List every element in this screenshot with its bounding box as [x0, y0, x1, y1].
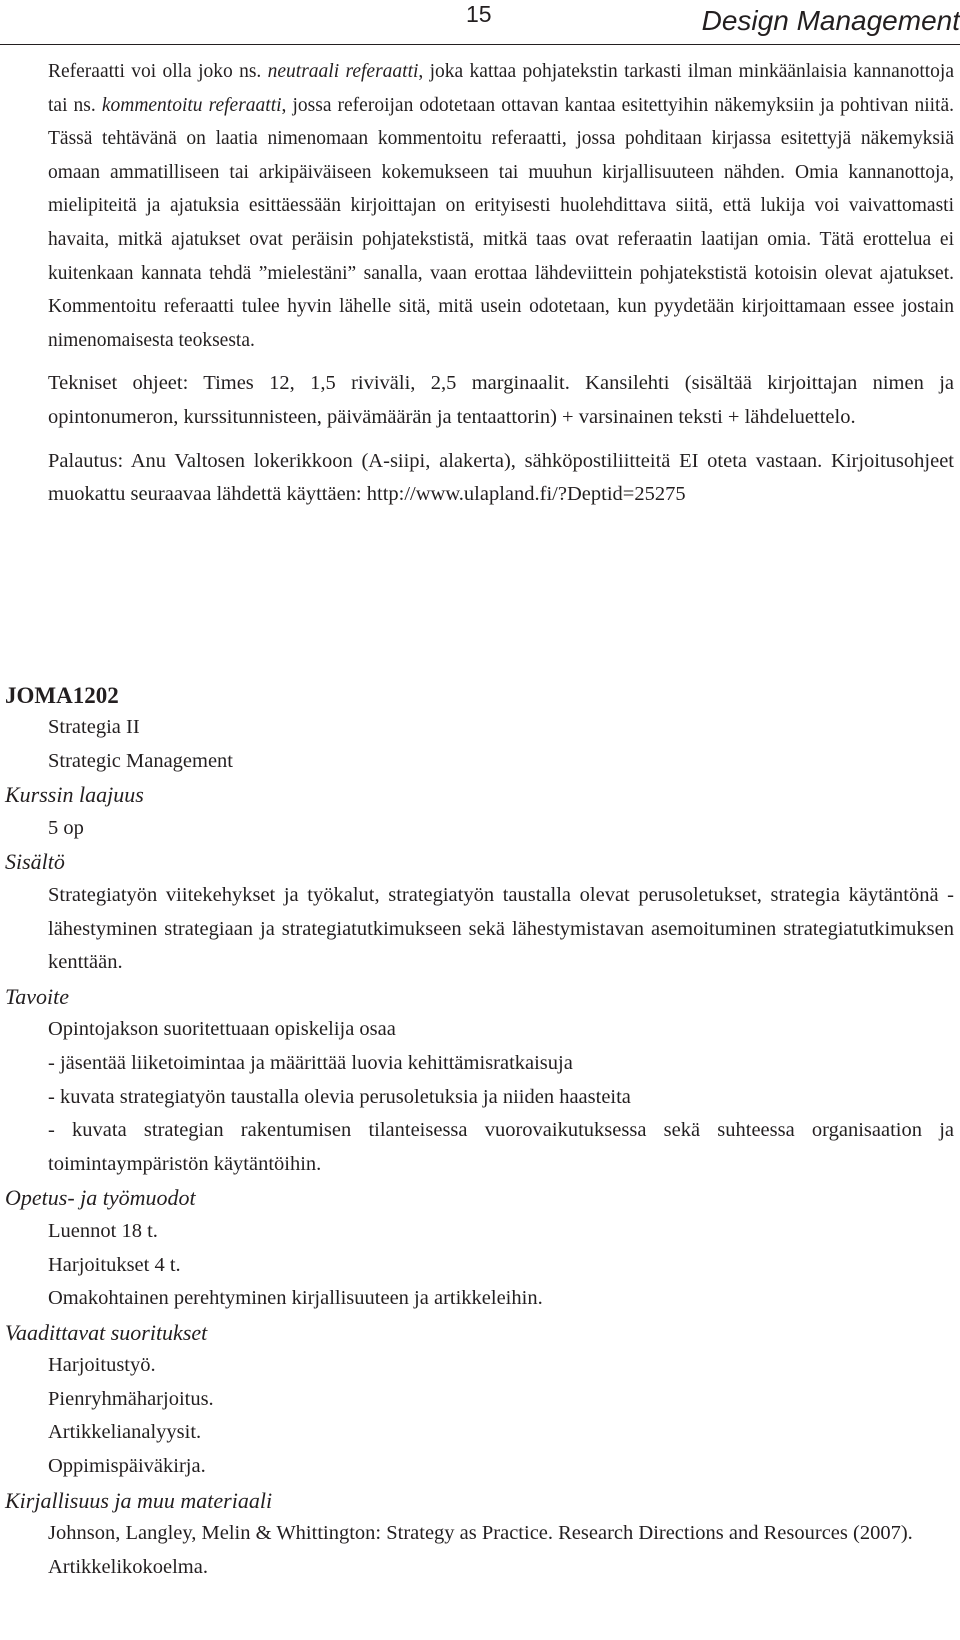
course-section [0, 711, 960, 1584]
literature-item: Johnson, Langley, Melin & Whittington: Strategy as Practice. Research Directions and Resources (2007). [48, 1522, 913, 1545]
intro-text-part3: , jossa referoijan odotetaan ottavan kantaa esitettyihin näkemyksiin ja pohtivan niitä. Tässä tehtävänä on laatia nimenomaan kommentoitu referaatti, jossa pohditaan kirjassa esitettyjä näkemyksiä omaan ammatilliseen tai arkipäiväiseen kokemukseen tai muuhun kirjallisuuteen nähden. Omia kannanottoja, mielipiteitä ja ajatuksia esittäessään kirjoittajan on erityisesti huolehdittava siitä, että lukija voi vaivattomasti havaita, mitkä ajatukset ovat peräisin pohjatekstistä, mitkä taas ovat referaatin laatijan omia. Tätä erottelua ei kuitenkaan kannata tehdä ”mielestäni” sanalla, vaan erottaa lähdeviittein pohjatekstistä kotoisin olevat ajatukset. Kommentoitu referaatti tulee hyvin lähelle sitä, mitä usein odotetaan, kun pyydetään kirjoittamaan essee jostain nimenomaisesta teoksesta. [48, 94, 954, 351]
submission-paragraph: Palautus: Anu Valtosen lokerikkoon (A-siipi, alakerta), sähköpostiliitteitä EI oteta vastaan. Kirjoitusohjeet muokattu seuraavaa lähdettä käyttäen: http://www.ulapland.fi/?Deptid=25275 [48, 449, 954, 506]
teaching-section [0, 1181, 960, 1315]
requirement-item: Pienryhmäharjoitus. [48, 1387, 214, 1410]
goal-item: - kuvata strategian rakentumisen tilanteisessa vuorovaikutuksessa sekä suhteessa organisaation ja toimintaympäristön käytäntöihin. [48, 1119, 954, 1175]
teaching-heading: Opetus- ja työmuodot [5, 1185, 196, 1211]
header-rule [0, 44, 960, 45]
content-section [0, 845, 960, 979]
running-title: Design Management [701, 5, 960, 36]
requirements-section [0, 1316, 960, 1484]
term-kommentoitu-referaatti: kommentoitu referaatti [101, 94, 282, 116]
literature-item: Artikkelikokoelma. [48, 1555, 208, 1578]
literature-section [0, 1484, 960, 1585]
teaching-item: Omakohtainen perehtyminen kirjallisuuteen ja artikkeleihin. [48, 1287, 543, 1310]
content-heading: Sisältö [5, 849, 65, 875]
goal-item: - jäsentää liiketoimintaa ja määrittää luovia kehittämisratkaisuja [48, 1051, 573, 1074]
requirement-item: Harjoitustyö. [48, 1354, 156, 1377]
page-header [0, 0, 960, 48]
course-code: JOMA1202 [5, 683, 119, 708]
intro-section [48, 55, 954, 512]
goal-item: - kuvata strategiatyön taustalla olevia perusoletuksia ja niiden haasteita [48, 1085, 631, 1108]
requirement-item: Artikkelianalyysit. [48, 1421, 202, 1444]
goal-section [0, 980, 960, 1182]
teaching-item: Luennot 18 t. [48, 1219, 158, 1242]
course-name-en: Strategic Management [48, 749, 234, 772]
course-name-fi: Strategia II [48, 716, 140, 738]
technical-instructions-paragraph: Tekniset ohjeet: Times 12, 1,5 riviväli, 2,5 marginaalit. Kansilehti (sisältää kirjoittajan nimen ja opintonumeron, kurssitunnisteen, päivämäärän ja tentaattorin) + varsinainen teksti + lähdeluettelo. [48, 372, 954, 428]
goal-intro: Opintojakson suoritettuaan opiskelija osaa [48, 1018, 396, 1041]
teaching-item: Harjoitukset 4 t. [48, 1253, 181, 1276]
content-text: Strategiatyön viitekehykset ja työkalut, strategiatyön taustalla olevat perusoletukset, strategia käytäntönä -lähestyminen strategiaan ja strategiatutkimukseen sekä lähestymistavan asemoituminen strategiatutkimuksen kenttään. [48, 883, 954, 974]
goal-heading: Tavoite [5, 983, 69, 1009]
requirements-heading: Vaadittavat suoritukset [5, 1319, 208, 1345]
requirement-item: Oppimispäiväkirja. [48, 1455, 206, 1478]
intro-text-part1: Referaatti voi olla joko ns. [48, 61, 268, 82]
term-neutraali-referaatti: neutraali referaatti [267, 61, 419, 82]
scope-section [0, 778, 960, 845]
literature-heading: Kirjallisuus ja muu materiaali [5, 1487, 273, 1513]
scope-heading: Kurssin laajuus [5, 782, 144, 808]
page-number: 15 [466, 1, 492, 27]
scope-value: 5 op [48, 816, 84, 839]
intro-paragraph-referaatti [48, 55, 954, 357]
intro-text-part2: , joka kattaa pohjatekstin tarkasti ilman minkäänlaisia kannanottoja tai ns. [48, 61, 954, 116]
